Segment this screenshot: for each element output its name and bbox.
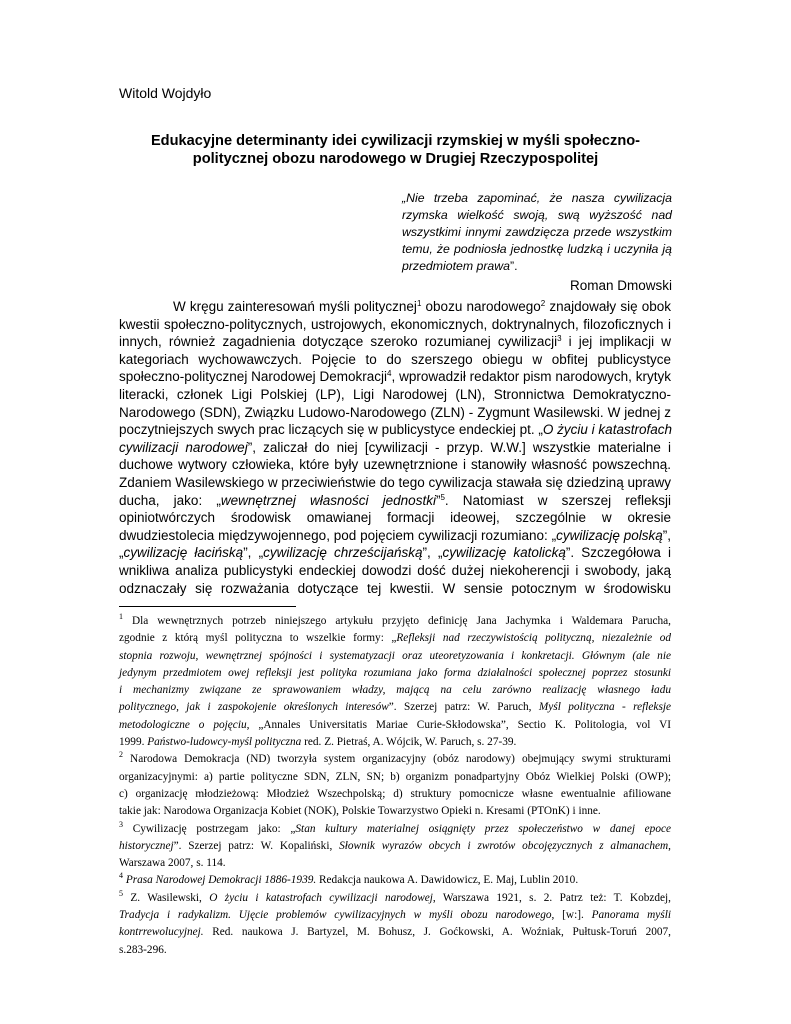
body-line: wnikliwa analiza publicystyki endeckiej dowodzi dość dużej niekoherencji i swobody, jaką (119, 562, 671, 578)
footnote-line: $^1$ Dla wewnętrznych potrzeb niniejszego artykułu przyjęto definicję Jana Jachymka i Waldemara Parucha, (119, 612, 671, 627)
epigraph-line: „Nie trzeba zapominać, że nasza cywilizacja (402, 191, 672, 205)
body-line: społeczno-politycznej Narodowej Demokracji$^4$, wprowadził redaktor pism narodowych, krytyk (119, 369, 671, 385)
footnote-line: metodologiczne o pojęciu, „Annales Universitatis Mariae Curie-Skłodowska”, Sectio K. Politologia, vol VI (119, 718, 671, 731)
footnote-line: s.283-296. (119, 943, 167, 956)
footnote-line: $^2$ Narodowa Demokracja (ND) tworzyła system organizacyjny (obóz narodowy) obejmujący swymi strukturami (119, 750, 671, 766)
body-line: opiniotwórczych środowisk omawianej formacji ideowej, szczególnie w okresie (119, 510, 671, 526)
body-line: poczytniejszych swych prac liczących się w publicystyce endeckiej pt. „O życiu i katastrofach (119, 422, 672, 438)
epigraph-line: przedmiotem prawa”. (402, 259, 518, 273)
epigraph-line: rzymska wielkość swoją, swą wyższość nad (402, 208, 672, 222)
title-line: Edukacyjne determinanty idei cywilizacji rzymskiej w myśli społeczno- (150, 133, 641, 149)
footnote-line: zgodnie z którą myśl polityczna to wszelkie formy: „Refleksji nad rzeczywistością polityczną, niezależnie od (119, 632, 671, 645)
footnote-line: organizacyjnymi: a) partie polityczne SDN, ZLN, SN; b) organizm ponadpartyjny Obóz Wielkiej Polski (OWP); (119, 770, 671, 783)
title-line: politycznej obozu narodowego w Drugiej Rzeczypospolitej (192, 151, 599, 167)
epigraph-line: temu, że podniosła jednostkę ludzką i uczyniła ją (402, 242, 672, 256)
epigraph-attribution: Roman Dmowski (569, 278, 672, 293)
body-line: ducha, jako: „wewnętrznej własności jednostki”$^5$. Natomiast w szerszej refleksji (119, 492, 672, 508)
footnote-ref[interactable]: 3 (557, 334, 562, 344)
footnote-line: $^3$ Cywilizację postrzegam jako: „Stan kultury materialnej osiągnięty przez społeczeństwo w danej epoce (119, 819, 671, 835)
footnote-line: Warszawa 2007, s. 114. (119, 857, 226, 870)
footnote-line: politycznego, jak i zaspokojenie określonych interesów”. Szerzej patrz: W. Paruch, Myśl polityczna - refleksje (119, 701, 671, 714)
body-line: W kręgu zainteresowań myśli politycznej$^1$ obozu narodowego$^2$ znajdowały się obok (173, 299, 671, 314)
footnote-number: 5 (119, 888, 123, 898)
body-line: cywilizacji narodowej”, zaliczał do niej [cywilizacji - przyp. W.W.] wszystkie materialne i (119, 439, 671, 455)
author-name: Witold Wojdyło (119, 85, 212, 101)
body-line: literacki, członek Ligi Polskiej (LP), Ligi Narodowej (LN), Stronnictwa Demokratyczno- (119, 386, 671, 402)
footnote-line: stopnia rozwoju, wewnętrznej spójności i systematyzacji oraz uteoretyzowania i konkretacji. Głównym (ale nie (119, 649, 671, 662)
footnote-line: jedynym przedmiotem owej refleksji jest polityka rozumiana jako forma działalności społecznej poprzez stosunki (119, 666, 671, 679)
body-line: kwestii społeczno-politycznych, ustrojowych, ekonomicznych, doktrynalnych, filozoficznych i (119, 316, 671, 332)
footnote-line: $^4$ Prasa Narodowej Demokracji 1886-1939. Redakcja naukowa A. Dawidowicz, E. Maj, Lublin 2010. (119, 871, 579, 887)
article-title (120, 132, 671, 168)
footnote-line: historycznej”. Szerzej patrz: W. Kopaliński, Słownik wyrazów obcych i zwrotów obcojęzycznych z almanachem, (119, 839, 671, 852)
footnote-ref[interactable]: 2 (540, 299, 546, 308)
footnote-line: kontrrewolucyjnej. Red. naukowa J. Bartyzel, M. Bohusz, J. Goćkowski, A. Woźniak, Pułtusk-Toruń 2007, (119, 926, 671, 939)
body-line: kategoriach wychowawczych. Pojęcie to do szerszego obiegu w obfitej publicystyce (119, 351, 671, 367)
footnote-ref[interactable]: 1 (416, 299, 422, 308)
body-line: „cywilizację łacińską”, „cywilizację chrześcijańską”, „cywilizację katolicką”. Szczegółowa i (119, 545, 671, 561)
footnote-ref[interactable]: 5 (440, 492, 445, 502)
epigraph (402, 190, 672, 294)
footnote-ref[interactable]: 4 (387, 369, 392, 379)
footnote-line: Tradycja i radykalizm. Ujęcie problemów cywilizacyjnych w myśli obozu narodowego, [w:]. Panorama myśli (119, 909, 671, 922)
footnote-number: 3 (119, 819, 123, 829)
footnote-line: i mechanizmy związane ze sprawowaniem władzy, mającą na celu zarówno realizację własnego ładu (119, 684, 671, 697)
epigraph-line: wszystkimi innymi zawdzięcza przede wszystkim (402, 225, 672, 239)
footnote-separator (119, 606, 296, 607)
footnote-number: 4 (119, 871, 123, 881)
body-line: dwudziestolecia międzywojennego, pod pojęciem cywilizacji rozumiano: „cywilizację polską”, (119, 527, 671, 543)
footnote-number: 1 (119, 612, 123, 621)
footnote-line: $^5$ Z. Wasilewski, O życiu i katastrofach cywilizacji narodowej, Warszawa 1921, s. 2. Patrz też: T. Kobzdej, (119, 888, 672, 904)
footnotes (119, 613, 671, 959)
body-line: duchowe wytwory człowieka, które były uzewnętrznione i stanowiły własność powszechną. (119, 457, 671, 473)
footnote-line: c) organizację młodzieżową: Młodzież Wszechpolską; d) struktury pomocnicze własne ewentualnie afiliowane (119, 787, 671, 800)
body-line: Zdaniem Wasilewskiego w przeciwieństwie do tego cywilizacja stawała się dziedziną uprawy (119, 474, 671, 490)
footnote-number: 2 (119, 750, 123, 760)
body-line: innych, również zagadnienia dotyczące szeroko rozumianej cywilizacji$^3$ i jej implikacji w (119, 334, 671, 350)
body-paragraph (119, 298, 671, 597)
body-line: odznaczały się rozważania dotyczące tej kwestii. W sensie potocznym w środowisku (119, 580, 671, 596)
body-line: Narodowego (SDN), Związku Ludowo-Narodowego (ZLN) - Zygmunt Wasilewski. W jednej z (119, 404, 671, 420)
footnote-line: 1999. Państwo-ludowcy-myśl polityczna red. Z. Pietraś, A. Wójcik, W. Paruch, s. 27-39. (119, 736, 517, 749)
footnote-line: takie jak: Narodowa Organizacja Kobiet (NOK), Polskie Towarzystwo Opieki n. Kresami (PTOnK) i inne. (119, 805, 601, 818)
